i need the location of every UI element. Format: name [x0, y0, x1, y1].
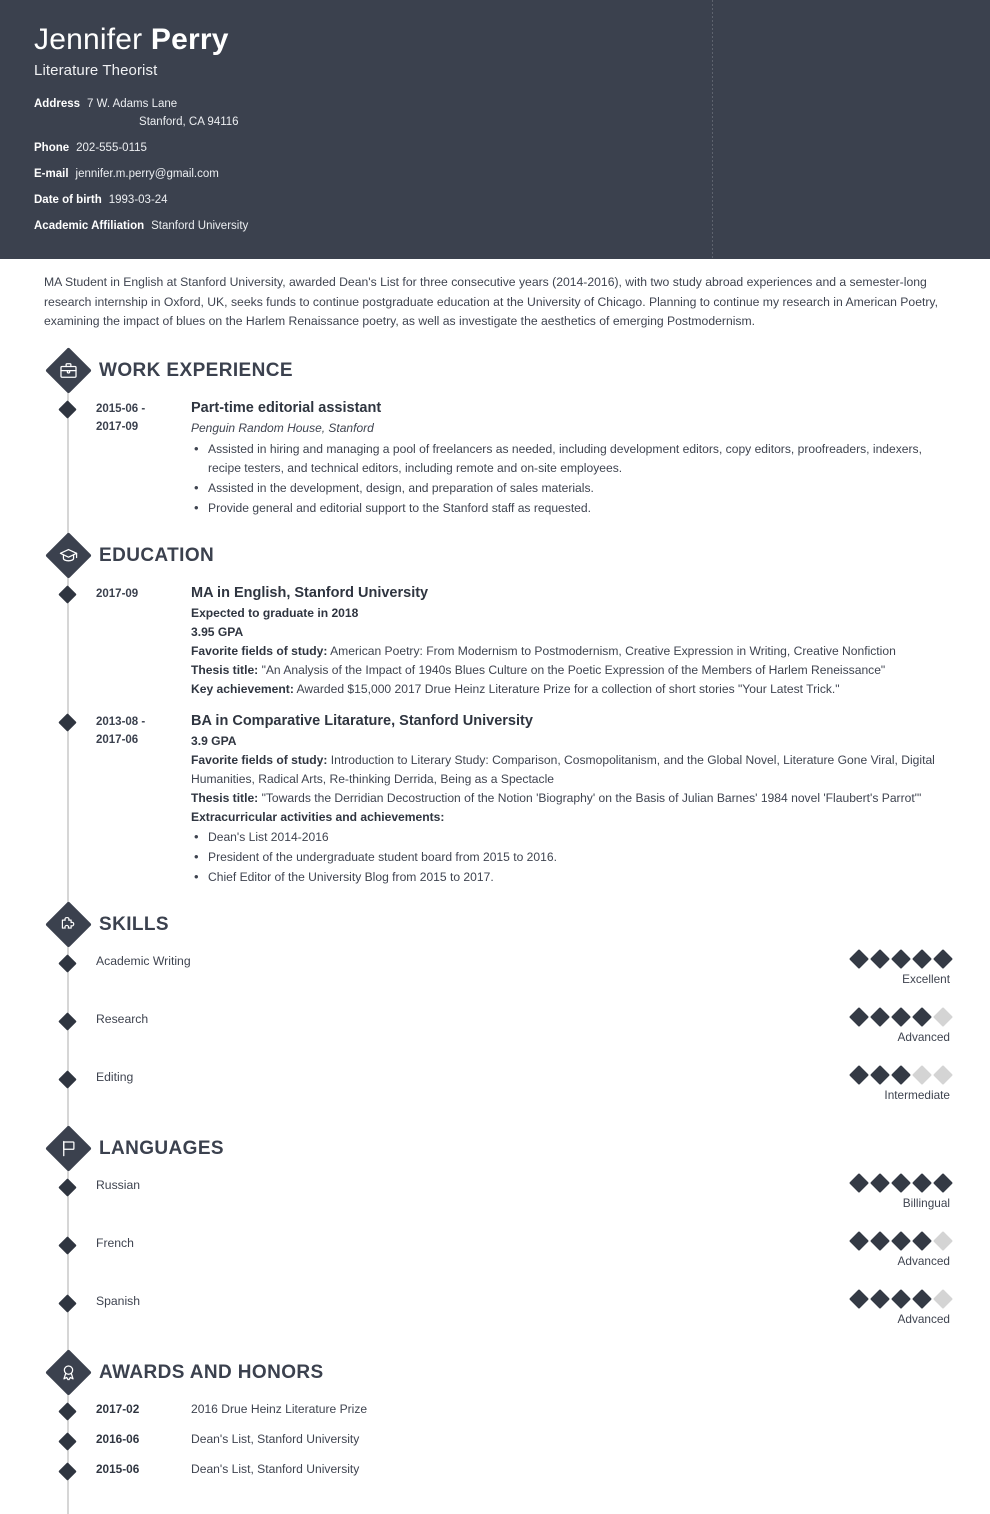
rating-diamond — [933, 1065, 953, 1085]
education-entry — [0, 711, 990, 888]
entry-bullet-list — [191, 828, 948, 887]
detail-label: Favorite fields of study: — [191, 643, 328, 658]
entry-bullet-list — [191, 440, 948, 518]
rating-diamond — [870, 1173, 890, 1193]
section-title: WORK EXPERIENCE — [99, 359, 293, 381]
entry-title: MA in English, Stanford University — [191, 584, 429, 601]
skill-name: Academic Writing — [96, 953, 191, 968]
awards-entries — [0, 1400, 990, 1478]
flag-icon — [45, 1126, 91, 1172]
entry-detail-line: 3.9 GPA — [191, 733, 237, 748]
language-level-label: Billingual — [902, 1195, 950, 1210]
timeline-diamond-marker — [58, 585, 76, 603]
contact-label: Phone — [34, 142, 70, 155]
language-level-label: Advanced — [897, 1311, 950, 1326]
list-item: • Provide general and editorial support to the Stanford staff as requested. — [191, 499, 948, 518]
detail-label: Key achievement: — [191, 681, 294, 696]
contact-row-address — [34, 95, 956, 131]
contact-value — [87, 95, 239, 131]
education-entries — [0, 583, 990, 888]
language-name: Spanish — [96, 1293, 141, 1308]
rating-diamond — [870, 949, 890, 969]
rating-diamond — [891, 1231, 911, 1251]
rating-dots — [800, 1292, 950, 1306]
rating-dots — [800, 1010, 950, 1024]
detail-label: Favorite fields of study: — [191, 752, 328, 767]
award-row — [0, 1430, 990, 1448]
timeline-diamond-marker — [58, 1462, 76, 1480]
timeline-diamond-marker — [58, 1012, 76, 1030]
rating-diamond — [891, 1173, 911, 1193]
list-item: • Dean's List 2014-2016 — [191, 828, 948, 847]
rating-dots — [800, 952, 950, 966]
bottom-spacer — [0, 1490, 990, 1514]
rating-diamond — [870, 1289, 890, 1309]
rating-diamond — [912, 1231, 932, 1251]
rating-diamond — [849, 949, 869, 969]
entry-detail-line: 3.95 GPA — [191, 624, 244, 639]
timeline-diamond-marker — [58, 400, 76, 418]
briefcase-icon — [45, 348, 91, 394]
contact-row-affiliation — [34, 217, 956, 235]
section-title: SKILLS — [99, 913, 169, 935]
date-from: 2015-06 - — [96, 402, 146, 415]
entry-body — [191, 711, 990, 888]
contact-label: E-mail — [34, 168, 69, 181]
education-entry — [0, 583, 990, 699]
rating-diamond — [933, 1231, 953, 1251]
timeline-diamond-marker — [58, 1178, 76, 1196]
skill-level-label: Excellent — [902, 971, 950, 986]
list-item: • Assisted in the development, design, and preparation of sales materials. — [191, 479, 948, 498]
rating-diamond — [849, 1289, 869, 1309]
rating-diamond — [870, 1231, 890, 1251]
date-to: 2017-09 — [96, 420, 139, 433]
section-header-awards — [0, 1350, 990, 1396]
section-title: EDUCATION — [99, 544, 215, 566]
skill-row — [0, 1010, 990, 1045]
list-item: • Assisted in hiring and managing a pool of freelancers as needed, including development editors, copy editors, proofreaders, indexers, recipe testers, and technical editors, including remote and on-site employees. — [191, 440, 948, 478]
skill-name: Editing — [96, 1069, 134, 1084]
entry-date — [96, 711, 191, 888]
award-ribbon-icon — [45, 1350, 91, 1396]
contact-row-email — [34, 165, 956, 183]
language-name: Russian — [96, 1177, 141, 1192]
contact-value: 202-555-0115 — [76, 142, 147, 155]
language-name: French — [96, 1235, 134, 1250]
section-header-languages — [0, 1126, 990, 1172]
job-title: Literature Theorist — [34, 62, 158, 80]
award-row — [0, 1400, 990, 1418]
rating-diamond — [891, 949, 911, 969]
rating-diamond — [849, 1007, 869, 1027]
list-item: • President of the undergraduate student board from 2015 to 2016. — [191, 848, 948, 867]
date-to: 2017-06 — [96, 733, 139, 746]
award-row — [0, 1460, 990, 1478]
section-header-education — [0, 533, 990, 579]
entry-body — [191, 398, 990, 519]
header-vertical-divider — [712, 0, 713, 259]
skill-row — [0, 1068, 990, 1103]
skill-rating — [800, 1010, 990, 1045]
contact-label: Academic Affiliation — [34, 220, 145, 233]
entry-body — [191, 583, 990, 699]
skill-level-label: Intermediate — [884, 1087, 950, 1102]
language-rating — [800, 1234, 990, 1269]
award-text: Dean's List, Stanford University — [191, 1431, 360, 1446]
rating-diamond — [870, 1065, 890, 1085]
rating-diamond — [933, 1289, 953, 1309]
entry-detail-line — [191, 642, 948, 661]
contact-row-phone — [34, 139, 956, 157]
resume-body — [0, 348, 990, 1514]
rating-diamond — [933, 1173, 953, 1193]
language-rating — [800, 1292, 990, 1327]
rating-diamond — [891, 1065, 911, 1085]
rating-diamond — [912, 1065, 932, 1085]
entry-detail-line: Expected to graduate in 2018 — [191, 605, 359, 620]
page-title — [34, 22, 956, 57]
entry-detail-line — [191, 661, 948, 680]
rating-diamond — [912, 1173, 932, 1193]
date-from: 2013-08 - — [96, 715, 146, 728]
entry-subtitle: Penguin Random House, Stanford — [191, 420, 374, 435]
contact-label: Address — [34, 98, 81, 111]
rating-diamond — [912, 949, 932, 969]
language-row — [0, 1176, 990, 1211]
timeline-diamond-marker — [58, 1294, 76, 1312]
language-row — [0, 1234, 990, 1269]
timeline-diamond-marker — [58, 1432, 76, 1450]
detail-value: American Poetry: From Modernism to Postmodernism, Creative Expression in Writing, Creative Nonfiction — [327, 643, 896, 658]
detail-value: Introduction to Literary Study: Comparison, Cosmopolitanism, and the Global Novel, Literature Gone Viral, Digital Humanities, Radical Arts, Re-thinking Derrida, Being as a Spectacle — [191, 752, 935, 786]
contact-list — [34, 95, 956, 235]
contact-label: Date of birth — [34, 194, 102, 207]
resume-header — [0, 0, 990, 259]
section-header-skills — [0, 902, 990, 948]
rating-dots — [800, 1068, 950, 1082]
entry-detail-line — [191, 751, 948, 789]
rating-diamond — [891, 1289, 911, 1309]
award-text: 2016 Drue Heinz Literature Prize — [191, 1401, 368, 1416]
timeline-diamond-marker — [58, 954, 76, 972]
entry-date — [96, 398, 191, 519]
award-date: 2015-06 — [96, 1461, 140, 1476]
award-text: Dean's List, Stanford University — [191, 1461, 360, 1476]
detail-label: Thesis title: — [191, 790, 259, 805]
skill-rating — [800, 952, 990, 987]
language-level-label: Advanced — [897, 1253, 950, 1268]
contact-value: 1993-03-24 — [108, 194, 168, 207]
section-title: LANGUAGES — [99, 1137, 224, 1159]
work-experience-entries — [0, 398, 990, 519]
contact-row-dob — [34, 191, 956, 209]
language-rating — [800, 1176, 990, 1211]
rating-dots — [800, 1176, 950, 1190]
puzzle-piece-icon — [45, 902, 91, 948]
entry-detail-line — [191, 789, 948, 808]
section-header-work-experience — [0, 348, 990, 394]
skill-name: Research — [96, 1011, 149, 1026]
rating-diamond — [849, 1065, 869, 1085]
list-item: • Chief Editor of the University Blog from 2015 to 2017. — [191, 868, 948, 887]
detail-value: "Towards the Derridian Decostruction of the Notion 'Biography' on the Basis of Julian Barnes' 1984 novel 'Flaubert's Parrot'" — [258, 790, 922, 805]
detail-value: "An Analysis of the Impact of 1940s Blues Culture on the Poetic Expression of the Members of Harlem Reneissance" — [258, 662, 886, 677]
rating-diamond — [933, 949, 953, 969]
graduation-cap-icon — [45, 533, 91, 579]
detail-label: Thesis title: — [191, 662, 259, 677]
skill-level-label: Advanced — [897, 1029, 950, 1044]
date-from: 2017-09 — [96, 587, 139, 600]
rating-diamond — [849, 1231, 869, 1251]
rating-dots — [800, 1234, 950, 1248]
skills-entries — [0, 952, 990, 1103]
award-date: 2016-06 — [96, 1431, 140, 1446]
timeline-diamond-marker — [58, 1402, 76, 1420]
contact-value[interactable]: jennifer.m.perry@gmail.com — [75, 168, 219, 181]
rating-diamond — [912, 1289, 932, 1309]
address-line-1: 7 W. Adams Lane — [87, 98, 178, 111]
contact-value: Stanford University — [151, 220, 249, 233]
rating-diamond — [912, 1007, 932, 1027]
address-line-2: Stanford, CA 94116 — [139, 116, 239, 129]
work-entry — [0, 398, 990, 519]
entry-title: Part-time editorial assistant — [191, 399, 382, 416]
last-name: Perry — [150, 23, 229, 56]
section-title: AWARDS AND HONORS — [99, 1361, 324, 1383]
timeline-diamond-marker — [58, 1070, 76, 1088]
languages-entries — [0, 1176, 990, 1327]
award-date: 2017-02 — [96, 1401, 140, 1416]
rating-diamond — [870, 1007, 890, 1027]
entry-title: BA in Comparative Litarature, Stanford University — [191, 712, 533, 729]
rating-diamond — [849, 1173, 869, 1193]
timeline-diamond-marker — [58, 1236, 76, 1254]
detail-value: Awarded $15,000 2017 Drue Heinz Literature Prize for a collection of short stories "Your Latest Trick." — [293, 681, 840, 696]
entry-detail-line — [191, 680, 948, 699]
professional-summary: MA Student in English at Stanford University, awarded Dean's List for three consecutive years (2014-2016), with two study abroad experiences and a semester-long research internship in Oxford, UK, seeks funds to continue postgraduate education at the University of Chicago. Planning to continue my research in American Poetry, examining the impact of blues on the Harlem Renaissance poetry, as well as investigate the aesthetics of emerging Postmodernism. — [44, 275, 939, 329]
timeline-diamond-marker — [58, 713, 76, 731]
rating-diamond — [933, 1007, 953, 1027]
entry-detail-line: Extracurricular activities and achievements: — [191, 809, 445, 824]
language-row — [0, 1292, 990, 1327]
rating-diamond — [891, 1007, 911, 1027]
entry-date — [96, 583, 191, 699]
skill-rating — [800, 1068, 990, 1103]
skill-row — [0, 952, 990, 987]
first-name: Jennifer — [34, 23, 151, 56]
